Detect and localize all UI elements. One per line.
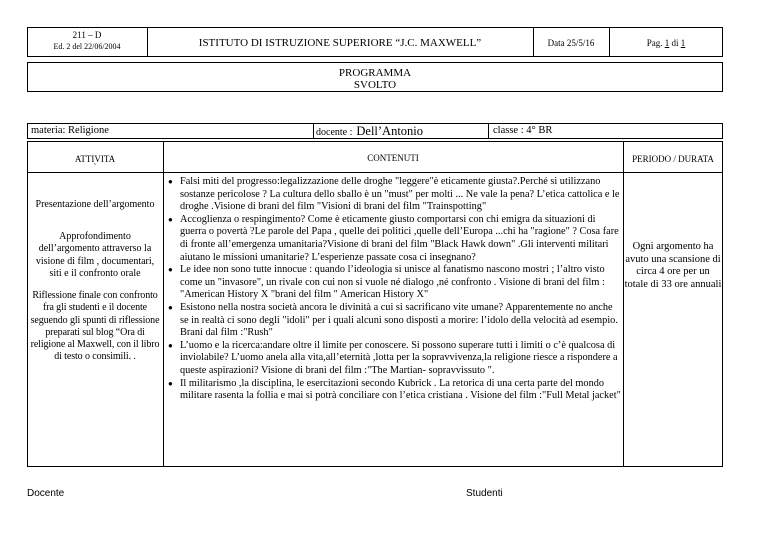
footer-teacher-label: Docente	[27, 488, 65, 499]
bullet-icon: ●	[168, 378, 173, 388]
activity-reflection: Riflessione finale con confronto fra gli studenti e il docente seguendo gli spunti di riflessione preparati sul blog “Ora di religione al Maxwell, con il libro di testo o consimili. .	[30, 290, 160, 363]
bullet-icon: ●	[168, 340, 173, 350]
contents-list	[168, 176, 621, 403]
activity-presentation: Presentazione dell’argomento	[35, 199, 155, 210]
bullet-icon: ●	[168, 265, 173, 275]
class-field: classe : 4° BR	[493, 125, 553, 136]
page-number: Pag. 1 di 1	[646, 38, 686, 48]
footer-students-label: Studenti	[466, 488, 503, 499]
document-title: PROGRAMMA SVOLTO	[338, 67, 412, 91]
column-header-period: PERIODO / DURATA	[632, 154, 714, 164]
teacher-field: docente : Dell’Antonio	[316, 124, 424, 138]
activity-deepening: Approfondimento dell’argomento attraverso la visione di film , documentari, siti e il confronto orale	[35, 231, 155, 279]
document-edition: Ed. 2 del 22/06/2004	[53, 42, 121, 51]
column-header-activities: ATTIVITA `	[74, 154, 116, 172]
list-item: ● Esistono nella nostra società ancora le divinità a cui si sacrificano vite umane? Apparentemente no anche se in realtà ci sono degli "idoli" per i quali alcuni sono disposti a morire: l’idolo della velocità ad esempio. Brani dal film :"Rush"	[168, 301, 618, 339]
period-duration: Ogni argomento ha avuto una scansione di circa 4 ore per un totale di 33 ore annuali	[624, 241, 722, 290]
document-code: 211 – D	[72, 30, 102, 40]
institute-name: ISTITUTO DI ISTRUZIONE SUPERIORE “J.C. MAXWELL”	[198, 37, 482, 49]
list-item: ● Le idee non sono tutte innocue : quando l’ideologia si unisce al fanatismo nascono mostri ; l’altro visto come un "invasore", un rivale con cui non si vuole né dialogo ,né confronto . Visione di brani del film : "American History X "brani del film " American History X"	[168, 264, 605, 301]
bullet-icon: ●	[168, 214, 173, 224]
list-item: ● Falsi miti del progresso:legalizzazione delle droghe "leggere"è eticamente giusta?.Perché si utilizzano sostanze pericolose ? La cultura dello sballo è un "must" per molti ... Ne vale la pena? L’etica cattolica e le droghe .Visione di brani del film "Visioni di brani del film "Trainspotting"	[168, 176, 620, 213]
list-item: ● Il militarismo ,la disciplina, le esercitazioni secondo Kubrick . La retorica di una certa parte del mondo militare rasenta la follia e mai si potrà conciliare con l’etica cristiana . Visione del film :"Full Metal jacket"	[168, 377, 621, 402]
column-header-contents: CONTENUTI	[367, 153, 419, 163]
list-item: ● Accoglienza o respingimento? Come è eticamente giusto comportarsi con chi emigra da situazioni di guerra o povertà ?Le parole del Papa , quelle dei politici ,quelle dell’Europa ...chi ha "ragione" ? Cosa fare di fronte all’emergenza umanitaria?Visione di brani del film "Black Hawk down" .Gli interventi militari aiutano le missioni umanitarie? L’esperienze passate cosa ci insegnano?	[168, 213, 619, 263]
subject-field: materia: Religione	[31, 125, 109, 136]
document-date: Data 25/5/16	[547, 38, 595, 48]
bullet-icon: ●	[168, 302, 173, 312]
bullet-icon: ●	[168, 177, 173, 186]
list-item: ● L’uomo e la ricerca:andare oltre il limite per conoscere. Si possono superare tutti i limiti o c’è qualcosa di inviolabile? L’uomo anela alla vita,all’eternità ,lotta per la sopravvivenza,la religione riesce a rispondere a queste aspirazioni? Visione di brani del film :"The Martian- sopravvissuto ".	[168, 339, 618, 376]
